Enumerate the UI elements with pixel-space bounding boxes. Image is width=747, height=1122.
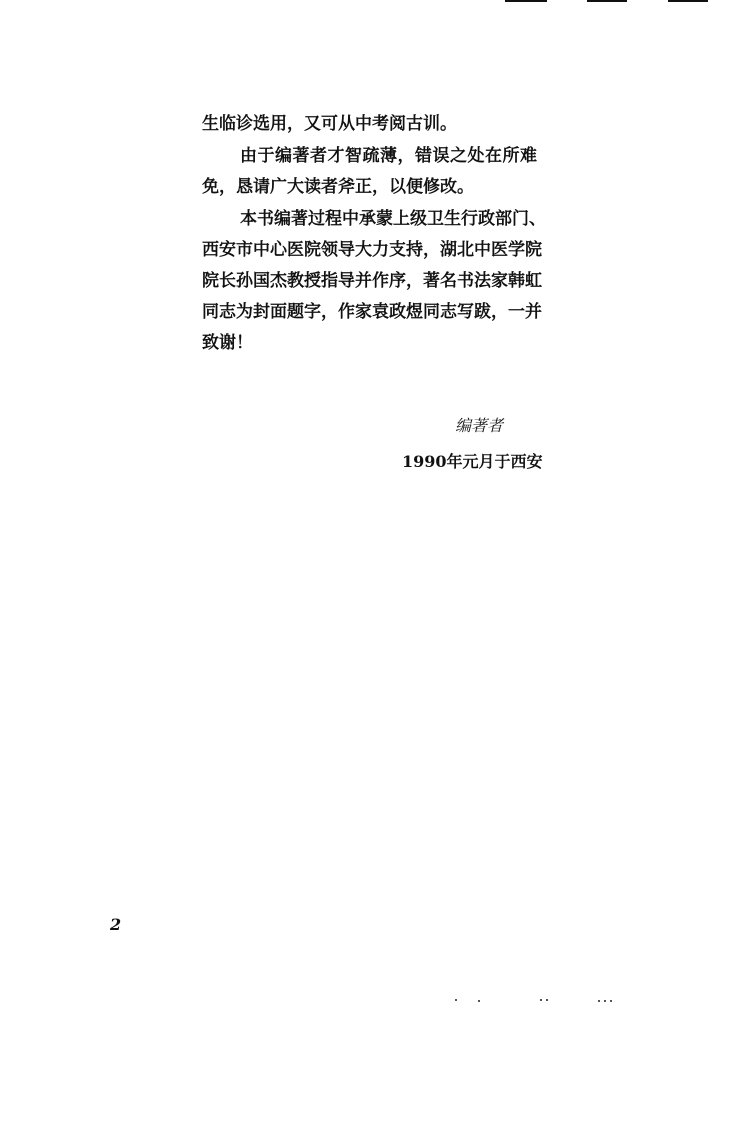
scan-speck <box>478 1000 480 1002</box>
scan-speck <box>598 1000 600 1002</box>
page-number: 2 <box>110 915 122 934</box>
signature-date-place: 1990年元月于西安 <box>402 452 543 471</box>
preface-line: 西安市中心医院领导大力支持，湖北中医学院 <box>202 240 542 260</box>
preface-line: 生临诊选用，又可从中考阅古训。 <box>202 114 457 134</box>
top-rule-right <box>668 0 708 2</box>
preface-line: 院长孙国杰教授指导并作序，著名书法家韩虹 <box>202 271 542 291</box>
preface-line: 致谢！ <box>202 333 253 353</box>
scan-speck <box>455 999 457 1001</box>
preface-line: 同志为封面题字，作家袁政煜同志写跋，一并 <box>202 302 542 322</box>
top-rule-left <box>505 0 547 2</box>
signature-author: 编著者 <box>455 416 504 435</box>
scan-speck <box>540 999 542 1001</box>
top-rule-middle <box>587 0 627 2</box>
preface-line: 本书编著过程中承蒙上级卫生行政部门、 <box>240 209 546 229</box>
scan-speck <box>604 1000 606 1002</box>
scan-speck <box>546 999 548 1001</box>
preface-line: 免，恳请广大读者斧正，以便修改。 <box>202 177 474 197</box>
scan-speck <box>610 1000 612 1002</box>
preface-line: 由于编著者才智疏薄，错误之处在所难 <box>240 146 538 166</box>
